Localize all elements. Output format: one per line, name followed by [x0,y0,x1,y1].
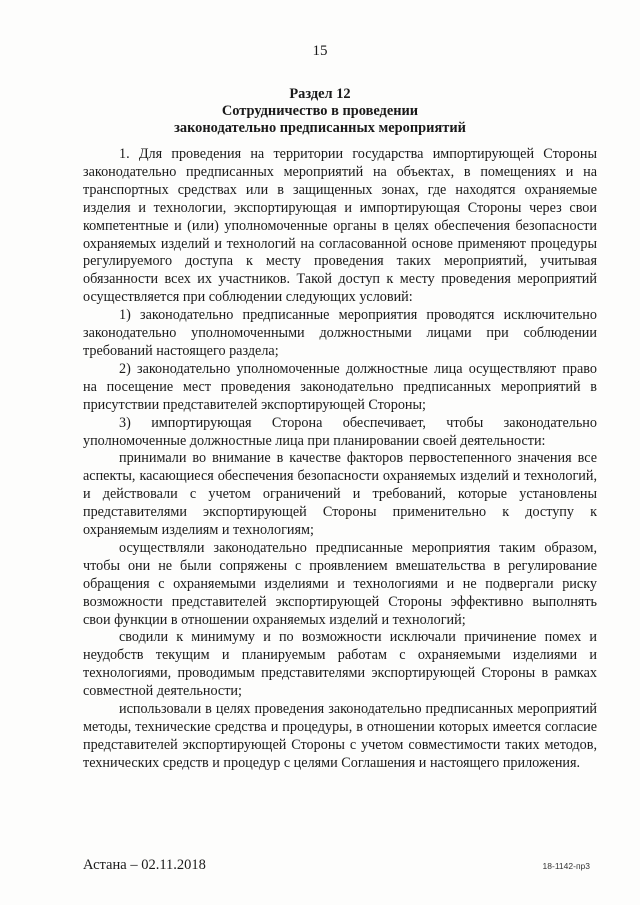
page-number: 15 [312,43,328,59]
paragraph-clause-4: использовали в целях проведения законодательно предписанных мероприятий методы, технические средства и процедуры, в отношении которых имеется согласие представителей экспортирующей Стороны с учетом совместимости таких методов, технических средств и процедур с целями Соглашения и настоящего приложения. [83,701,597,771]
paragraph-condition-2: 2) законодательно уполномоченные должностные лица осуществляют право на посещение мест проведения законодательно предписанных мероприятий в присутствии представителей экспортирующей Стороны; [83,360,597,413]
paragraph-clause-3: сводили к минимуму и по возможности исключали причинение помех и неудобств текущим и планируемым работам с охраняемыми изделиями и технологиями, проводимым представителями экспортирующей Стороны в рамках совместной деятельности; [83,629,597,700]
document-body [83,146,597,773]
paragraph-1: 1. Для проведения на территории государства импортирующей Стороны законодательно предписанных мероприятий на объектах, в помещениях и на транспортных средствах или в защищенных зонах, где находятся охраняемые изделия и технологии, экспортирующая и импортирующая Стороны через свои компетентные и (или) уполномоченные органы в целях обеспечения безопасности охраняемых изделий и технологий на согласованной основе применяют процедуры регулируемого доступа к месту проведения таких мероприятий, учитывая обязанности всех их участников. Такой доступ к месту проведения мероприятий осуществляется при соблюдении следующих условий: [83,146,597,306]
footer-doc-code: 18-1142-пр3 [542,861,590,871]
paragraph-clause-2: осуществляли законодательно предписанные мероприятия таким образом, чтобы они не были сопряжены с проявлением вмешательства в регулирование обращения с охраняемыми изделиями и технологиями и не подвергали риску возможности представителей экспортирующей Стороны эффективно выполнять свои функции в отношении охраняемых изделий и технологий; [83,539,597,628]
paragraph-clause-1: принимали во внимание в качестве факторов первостепенного значения все аспекты, касающиеся обеспечения безопасности охраняемых изделий и технологий, и действовали с учетом ограничений и требований, которые установлены представителями экспортирующей Стороны применительно к доступу к охраняемым изделиям и технологиям; [83,450,597,539]
paragraph-condition-1: 1) законодательно предписанные мероприятия проводятся исключительно законодательно уполномоченными должностными лицами при соблюдении требований настоящего раздела; [83,307,597,359]
footer-place-date: Астана – 02.11.2018 [83,857,206,873]
section-number: Раздел 12 [289,86,351,102]
section-heading [60,86,580,137]
section-title-line-1: Сотрудничество в проведении [221,103,419,119]
paragraph-condition-3: 3) импортирующая Сторона обеспечивает, чтобы законодательно уполномоченные должностные лица при планировании своей деятельности: [83,414,597,449]
section-title-line-2: законодательно предписанных мероприятий [174,120,466,136]
